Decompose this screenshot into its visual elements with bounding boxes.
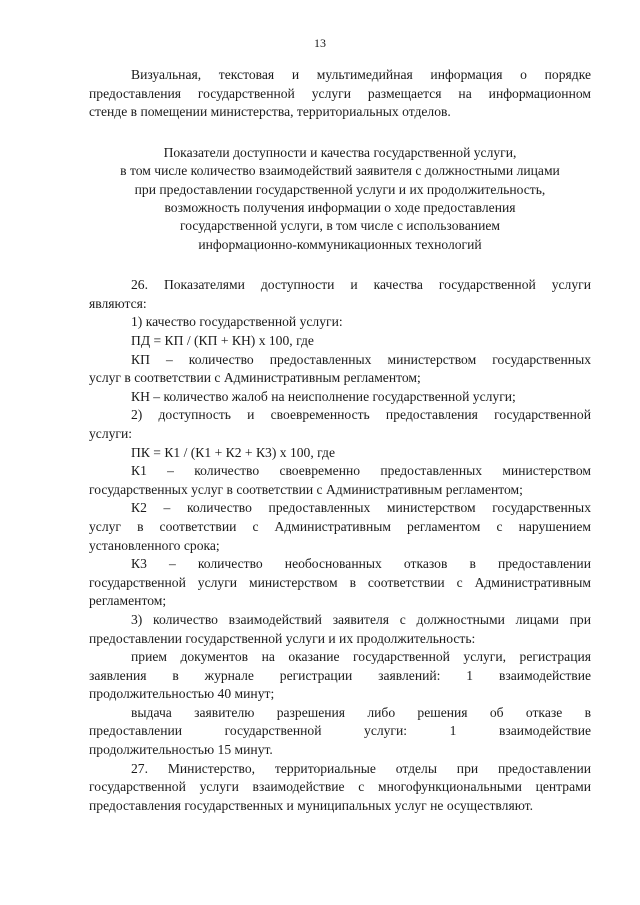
text-line: стенде в помещении министерства, территориальных отделов. — [89, 104, 451, 120]
text-line: 2) доступность и своевременность предоставления государственной — [131, 407, 591, 423]
page-number: 13 — [314, 36, 326, 50]
heading-line: информационно-коммуникационных технологий — [198, 236, 482, 252]
text-line: прием документов на оказание государственной услуги, регистрация — [131, 649, 591, 665]
text-line: 1) качество государственной услуги: — [131, 314, 343, 330]
text-line: государственной услуги взаимодействие с многофункциональными центрами — [89, 779, 591, 795]
text-line: предоставления государственных и муниципальных услуг не осуществляют. — [89, 797, 533, 813]
text-line: К1 – количество своевременно предоставленных министерством — [131, 463, 591, 479]
text-line: продолжительностью 40 минут; — [89, 686, 275, 702]
formula-pd — [89, 332, 591, 351]
text-line: услуги: — [89, 425, 133, 441]
text-line: Визуальная, текстовая и мультимедийная информация о порядке — [131, 67, 591, 82]
text-line: государственных услуг в соответствии с Административным регламентом; — [89, 481, 523, 497]
intro-paragraph — [89, 66, 591, 122]
text-line: выдача заявителю разрешения либо решения об отказе в — [131, 704, 591, 720]
text-line: услуг в соответствии с Административным регламентом с нарушением — [89, 518, 591, 534]
heading-line: государственной услуги, в том числе с использованием — [180, 218, 500, 234]
text-line: 27. Министерство, территориальные отделы при предоставлении — [131, 760, 591, 776]
text-line: государственной услуги министерством в соответствии с Административным — [89, 574, 591, 590]
definition-k1 — [89, 462, 591, 499]
definition-k3 — [89, 555, 591, 611]
interaction-issuance — [89, 704, 591, 760]
text-line: предоставлении государственной услуги: 1 взаимодействие — [89, 723, 591, 739]
text-line: являются: — [89, 295, 147, 311]
document-body — [89, 66, 591, 815]
section-heading — [89, 144, 591, 254]
paragraph-26 — [89, 276, 591, 313]
text-line: регламентом; — [89, 593, 167, 609]
text-line: продолжительностью 15 минут. — [89, 742, 273, 758]
text-line: установленного срока; — [89, 537, 220, 553]
text-line: К2 – количество предоставленных министерством государственных — [131, 500, 591, 516]
interaction-reception — [89, 648, 591, 704]
quality-item — [89, 313, 591, 332]
text-line: предоставлении государственной услуги и их продолжительность: — [89, 630, 476, 646]
heading-line: Показатели доступности и качества государственной услуги, — [163, 144, 517, 160]
interactions-item — [89, 611, 591, 648]
accessibility-item — [89, 406, 591, 443]
formula-pk — [89, 444, 591, 463]
definition-kp — [89, 351, 591, 388]
formula-line: ПД = КП / (КП + КН) х 100, где — [131, 333, 314, 348]
text-line: 26. Показателями доступности и качества государственной услуги — [131, 277, 591, 293]
heading-line: возможность получения информации о ходе предоставления — [164, 200, 516, 215]
text-line: К3 – количество необоснованных отказов в предоставлении — [131, 556, 591, 572]
heading-line: в том числе количество взаимодействий заявителя с должностными лицами — [120, 163, 560, 179]
definition-k2 — [89, 499, 591, 555]
text-line: 3) количество взаимодействий заявителя с должностными лицами при — [131, 611, 591, 627]
formula-line: ПК = К1 / (К1 + К2 + К3) х 100, где — [131, 444, 335, 460]
text-line: КН – количество жалоб на неисполнение государственной услуги; — [131, 388, 516, 404]
text-line: КП – количество предоставленных министерством государственных — [131, 351, 591, 367]
heading-line: при предоставлении государственной услуги и их продолжительность, — [134, 181, 546, 197]
definition-kn — [89, 388, 591, 407]
text-line: предоставления государственной услуги размещается на информационном — [89, 85, 591, 101]
paragraph-27 — [89, 760, 591, 816]
text-line: услуг в соответствии с Административным регламентом; — [89, 370, 421, 386]
text-line: заявления в журнале регистрации заявлений: 1 взаимодействие — [89, 667, 591, 683]
